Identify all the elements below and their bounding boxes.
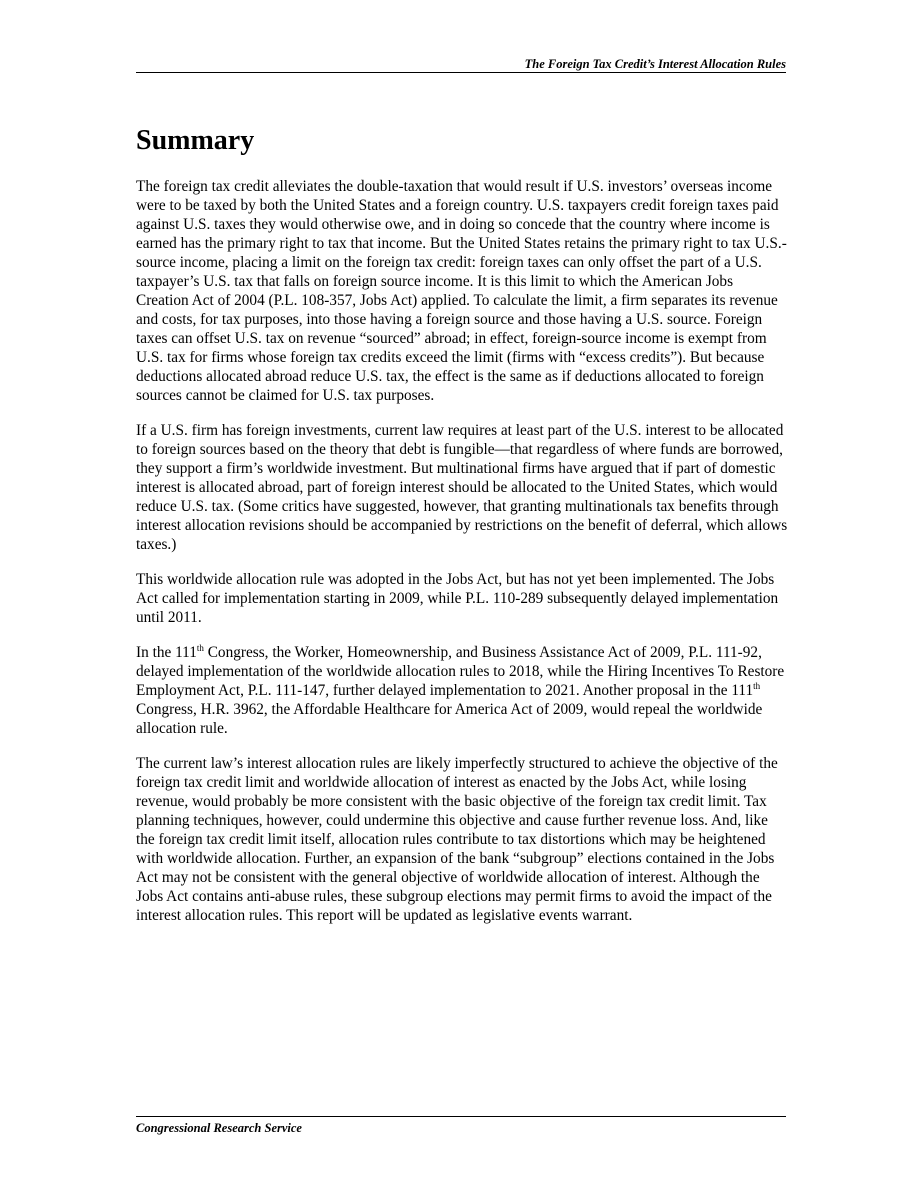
paragraph-1: The foreign tax credit alleviates the double-taxation that would result if U.S. investors’ overseas income were to be taxed by both the United States and a foreign country. U.S. taxpayers credit foreign taxes paid against U.S. taxes they would otherwise owe, and in doing so concede that the country where income is earned has the primary right to tax that income. But the United States retains the primary right to tax U.S.-source income, placing a limit on the foreign tax credit: foreign taxes can only offset the part of a U.S. taxpayer’s U.S. tax that falls on foreign source income. It is this limit to which the American Jobs Creation Act of 2004 (P.L. 108-357, Jobs Act) applied. To calculate the limit, a firm separates its revenue and costs, for tax purposes, into those having a foreign source and those having a U.S. source. Foreign taxes can offset U.S. tax on revenue “sourced” abroad; in effect, foreign-source income is exempt from U.S. tax for firms whose foreign tax credits exceed the limit (firms with “excess credits”). But because deductions allocated abroad reduce U.S. tax, the effect is the same as if deductions allocated to foreign sources cannot be claimed for U.S. tax purposes. (136, 178, 787, 404)
ordinal-superscript: th (196, 642, 204, 653)
ordinal-superscript: th (753, 680, 761, 691)
paragraph-4 (136, 643, 788, 738)
page-footer: Congressional Research Service (136, 1121, 302, 1135)
paragraph-4-part-c: Congress, H.R. 3962, the Affordable Healthcare for America Act of 2009, would repeal the worldwide allocation rule. (136, 701, 763, 737)
footer-divider (136, 1116, 786, 1117)
page-title: Summary (136, 125, 255, 156)
paragraph-4-part-b: Congress, the Worker, Homeownership, and Business Assistance Act of 2009, P.L. 111-92, delayed implementation of the worldwide allocation rules to 2018, while the Hiring Incentives To Restore Employment Act, P.L. 111-147, further delayed implementation to 2021. Another proposal in the 111 (136, 644, 785, 699)
summary-body (136, 177, 788, 941)
paragraph-2: If a U.S. firm has foreign investments, current law requires at least part of the U.S. interest to be allocated to foreign sources based on the theory that debt is fungible—that regardless of where funds are borrowed, they support a firm’s worldwide investment. But multinational firms have argued that if part of domestic interest is allocated abroad, part of foreign interest should be allocated to the United States, which would reduce U.S. tax. (Some critics have suggested, however, that granting multinationals tax benefits through interest allocation revisions should be accompanied by restrictions on the benefit of deferral, which allows taxes.) (136, 422, 788, 553)
paragraph-4-part-a: In the 111 (136, 644, 197, 661)
paragraph-3: This worldwide allocation rule was adopted in the Jobs Act, but has not yet been implemented. The Jobs Act called for implementation starting in 2009, while P.L. 110-289 subsequently delayed implementation until 2011. (136, 571, 779, 626)
header-divider (136, 72, 786, 73)
paragraph-5: The current law’s interest allocation rules are likely imperfectly structured to achieve the objective of the foreign tax credit limit and worldwide allocation of interest as enacted by the Jobs Act, while losing revenue, would probably be more consistent with the basic objective of the foreign tax credit limit. Tax planning techniques, however, could undermine this objective and cause further revenue loss. And, like the foreign tax credit limit itself, allocation rules contribute to tax distortions which may be heightened with worldwide allocation. Further, an expansion of the bank “subgroup” elections contained in the Jobs Act may not be consistent with the general objective of worldwide allocation of interest. Although the Jobs Act contains anti-abuse rules, these subgroup elections may permit firms to avoid the impact of the interest allocation rules. This report will be updated as legislative events warrant. (136, 755, 778, 924)
running-header: The Foreign Tax Credit’s Interest Allocation Rules (524, 57, 786, 71)
